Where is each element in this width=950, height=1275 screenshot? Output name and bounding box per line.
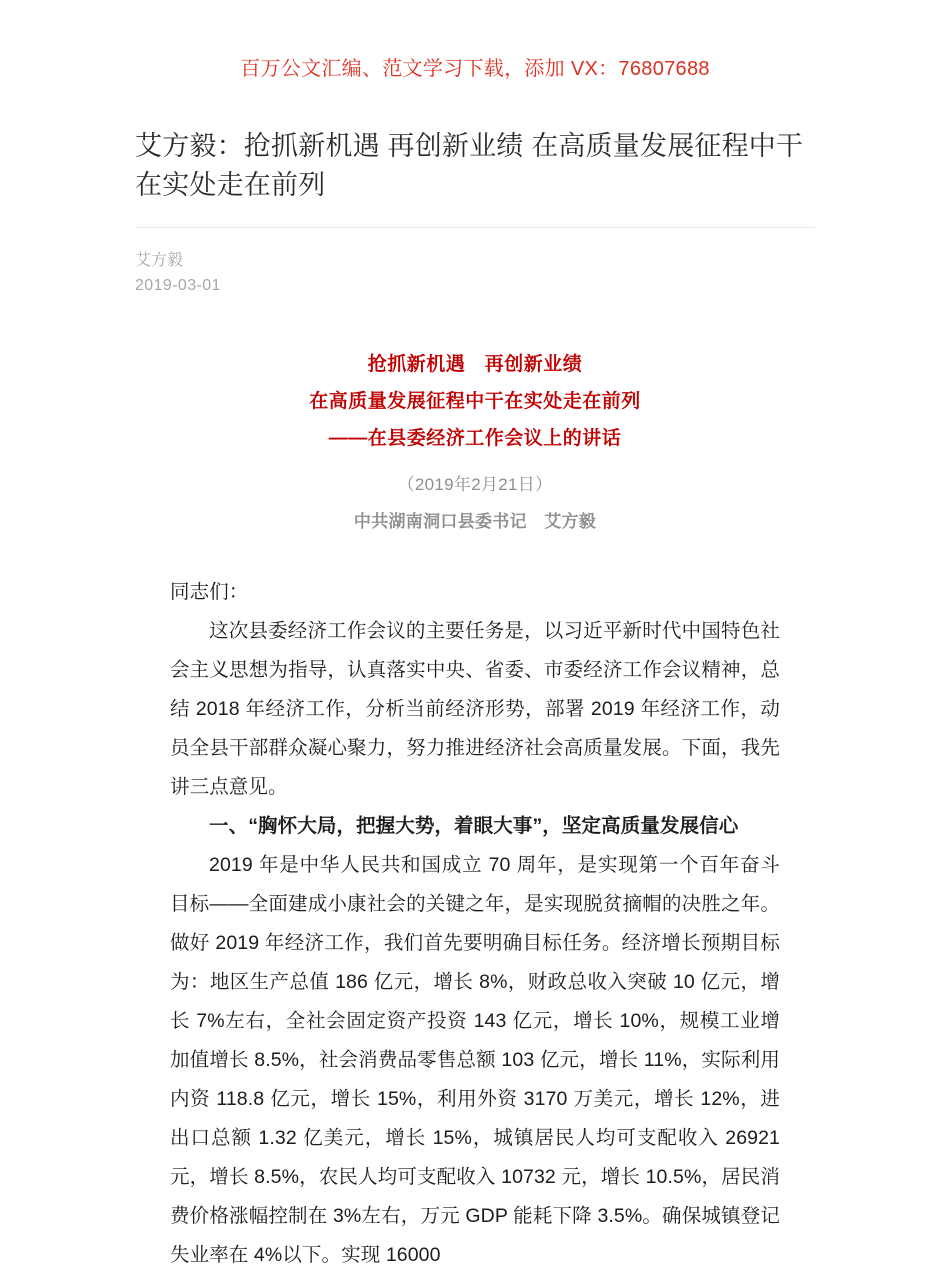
article-meta: [135, 228, 815, 299]
article-date: 2019-03-01: [135, 277, 221, 295]
salutation: 同志们：: [170, 581, 249, 604]
speech-date: （2019年2月21日）: [397, 475, 553, 495]
paragraph-2: 2019 年是中华人民共和国成立 70 周年，是实现第一个百年奋斗目标——全面建成小康社会的关键之年，是实现脱贫摘帽的决胜之年。做好 2019 年经济工作，我们首先要明确目标任务。经济增长预期目标为：地区生产总值 186 亿元，增长 8%，财政总收入突破 10 亿元，增长 7%左右，全社会固定资产投资 143 亿元，增长 10%，规模工业增加值增长 8.5%，社会消费品零售总额 103 亿元，增长 11%，实际利用内资 118.8 亿元，增长 15%，利用外资 3170 万美元，增长 12%，进出口总额 1.32 亿美元，增长 15%，城镇居民人均可支配收入 26921 元，增长 8.5%，农民人均可支配收入 10732 元，增长 10.5%，居民消费价格涨幅控制在 3%左右，万元 GDP 能耗下降 3.5%。确保城镇登记失业率在 4%以下。实现 16000: [170, 854, 780, 1267]
promo-banner: 百万公文汇编、范文学习下载，添加 VX：76807688: [240, 58, 710, 80]
article-author: 艾方毅: [135, 252, 184, 270]
speech-heading-line-3: ——在县委经济工作会议上的讲话: [328, 427, 622, 449]
body-text: [170, 573, 780, 1275]
paragraph-1: 这次县委经济工作会议的主要任务是，以习近平新时代中国特色社会主义思想为指导，认真落实中央、省委、市委经济工作会议精神，总结 2018 年经济工作，分析当前经济形势，部署 2019 年经济工作，动员全县干部群众凝心聚力，努力推进经济社会高质量发展。下面，我先讲三点意见。: [170, 620, 780, 799]
speech-heading-line-2: 在高质量发展征程中干在实处走在前列: [309, 390, 641, 412]
document-body: [170, 299, 780, 1275]
speech-byline: 中共湖南洞口县委书记 艾方毅: [353, 512, 597, 532]
article-header: [135, 82, 815, 299]
speech-heading: [170, 346, 780, 457]
page-title: 艾方毅：抢抓新机遇 再创新业绩 在高质量发展征程中干在实处走在前列: [135, 131, 804, 201]
section-1-heading: 一、“胸怀大局，把握大势，着眼大事”，坚定高质量发展信心: [209, 815, 739, 838]
speech-heading-line-1: 抢抓新机遇 再创新业绩: [367, 353, 583, 375]
